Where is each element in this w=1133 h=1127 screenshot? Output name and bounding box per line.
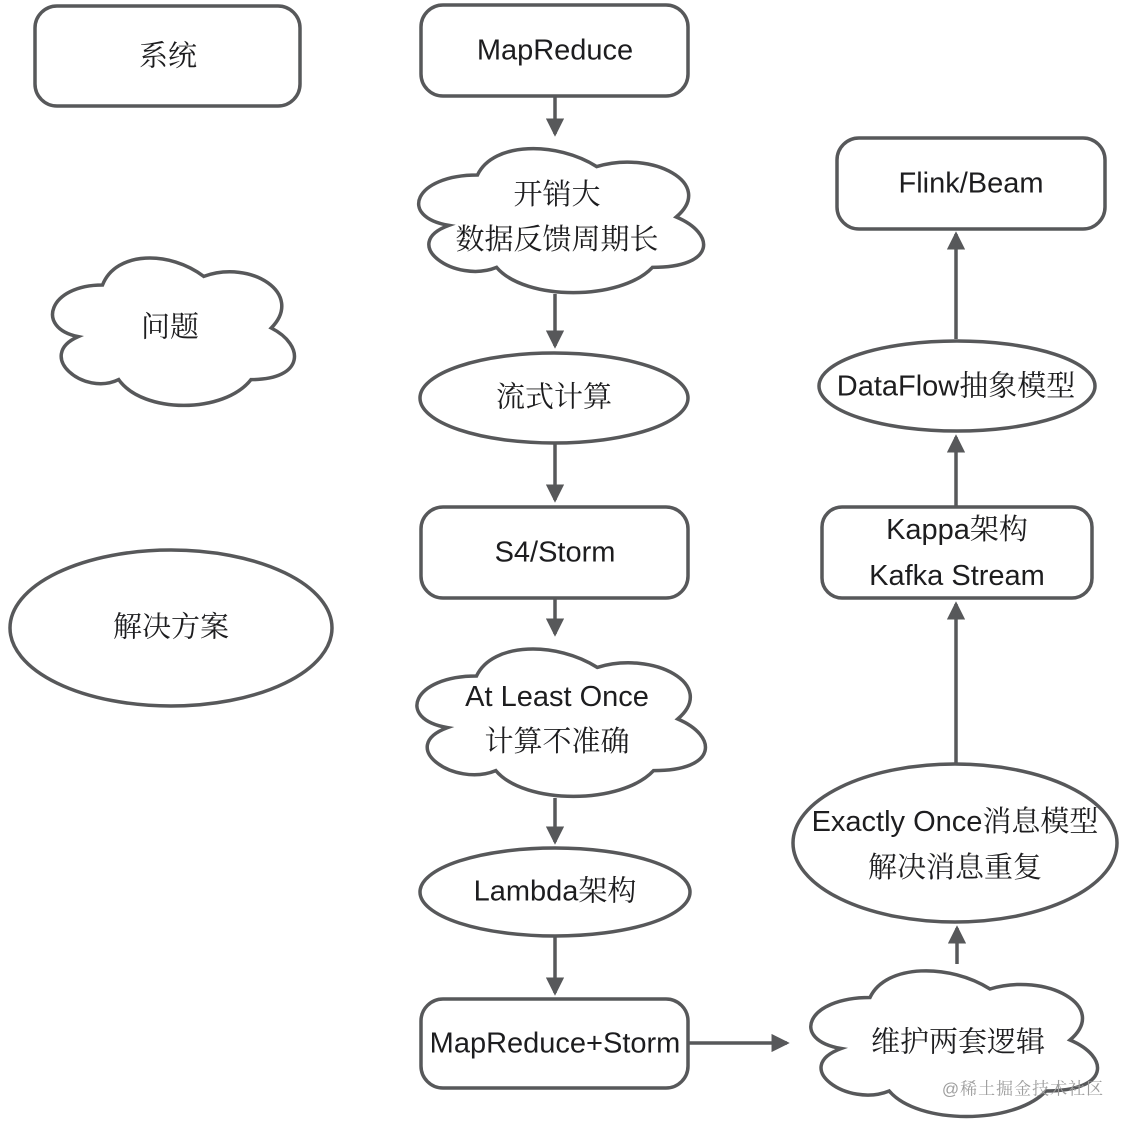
- at-least-once-line1: At Least Once: [465, 681, 649, 713]
- flink-beam-label: Flink/Beam: [898, 167, 1044, 200]
- lambda-label: Lambda架构: [473, 875, 637, 908]
- cost-problem-label: [455, 173, 658, 263]
- legend-system-label: 系统: [138, 40, 198, 73]
- s4storm-label: S4/Storm: [494, 536, 616, 569]
- at-least-once-line2: 计算不准确: [484, 726, 630, 758]
- exactly-once-label: [812, 799, 1099, 891]
- maintain-logic-label: 维护两套逻辑: [870, 1026, 1046, 1059]
- kappa-line2: Kafka Stream: [869, 560, 1045, 592]
- watermark: @稀土掘金技术社区: [941, 1079, 1105, 1099]
- legend-problem-label: 问题: [140, 311, 200, 344]
- exactly-once-line1: Exactly Once消息模型: [811, 806, 1099, 838]
- kappa-line1: Kappa架构: [886, 514, 1028, 546]
- exactly-once-line2: 解决消息重复: [867, 852, 1042, 884]
- dataflow-label: DataFlow抽象模型: [836, 370, 1076, 403]
- mapreduce-label: MapReduce: [476, 34, 634, 67]
- legend-solution-label: 解决方案: [112, 611, 230, 644]
- mapreduce-storm-label: MapReduce+Storm: [429, 1027, 681, 1060]
- kappa-label: [869, 507, 1045, 599]
- stream-computing-label: 流式计算: [495, 381, 613, 414]
- at-least-once-label: [465, 675, 649, 765]
- cost-problem-line1: 开销大: [513, 179, 601, 211]
- cost-problem-line2: 数据反馈周期长: [455, 224, 659, 256]
